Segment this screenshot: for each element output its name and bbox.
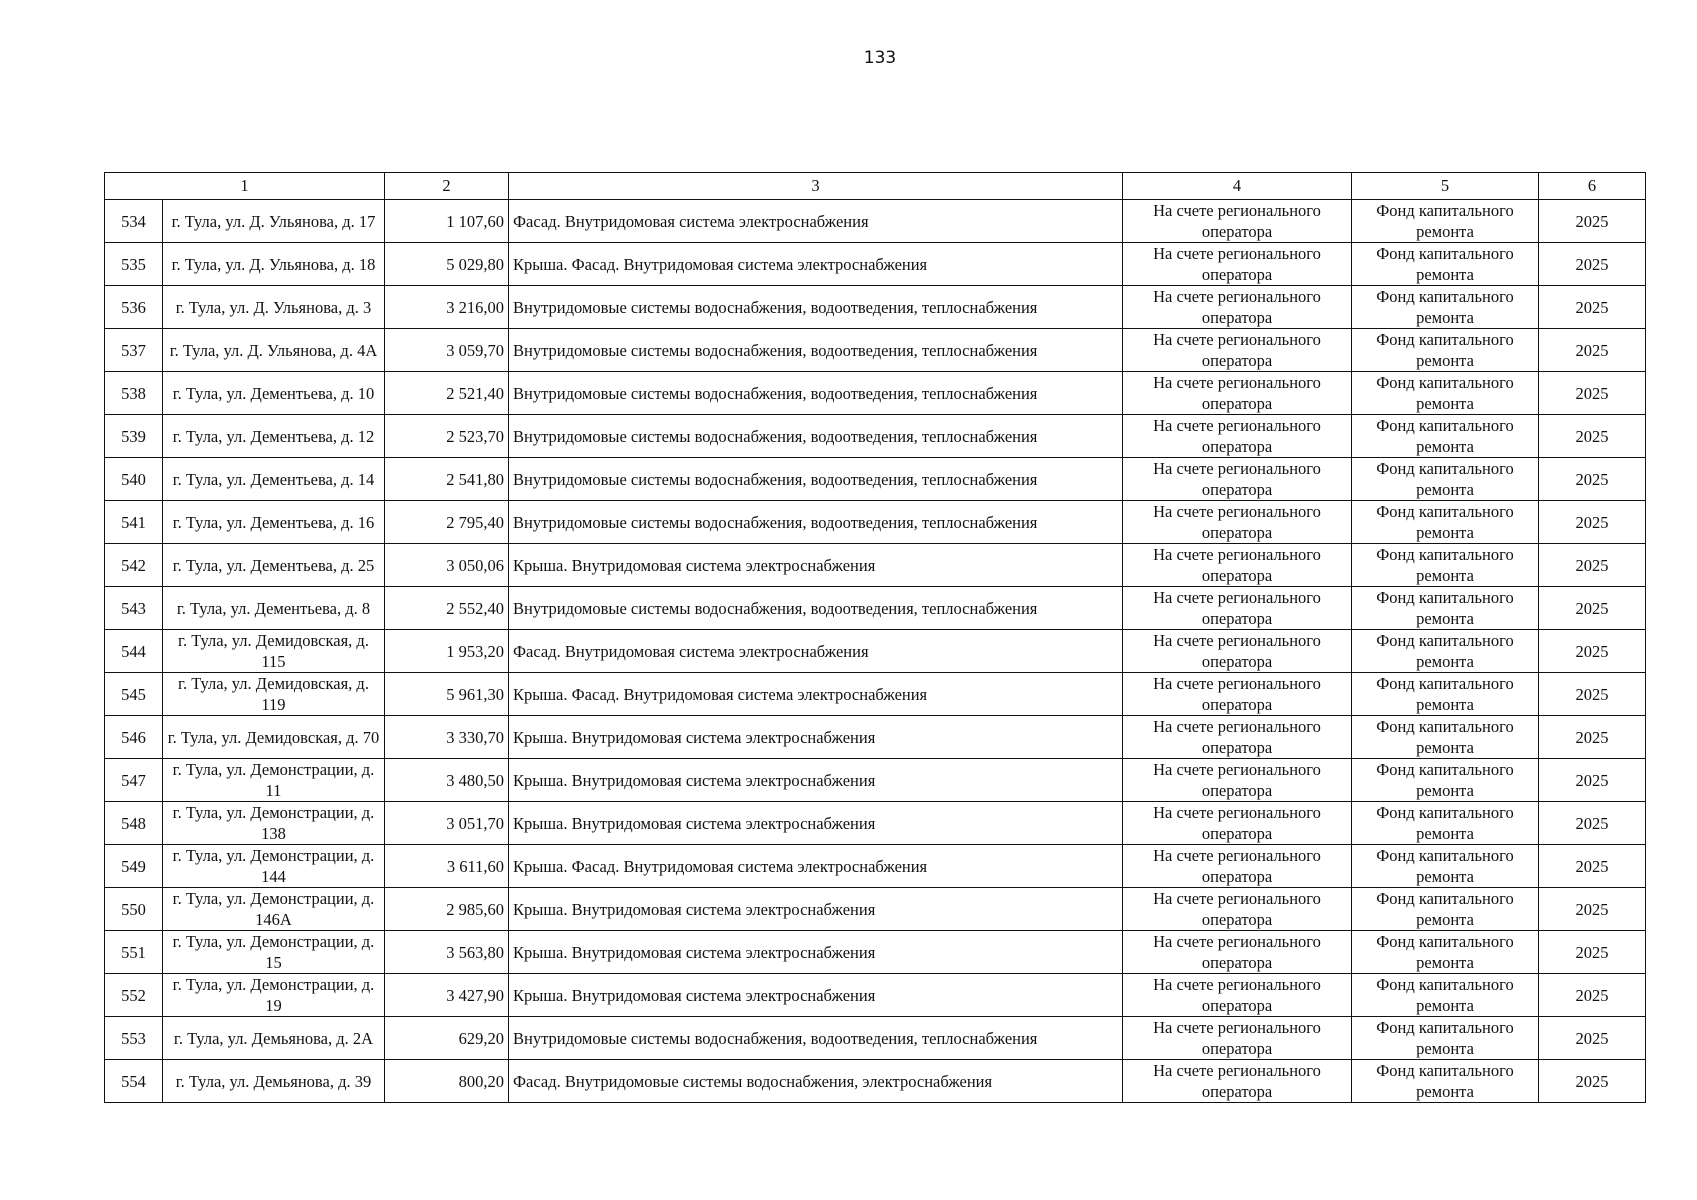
- row-number: 543: [105, 587, 163, 630]
- cost-cell: 2 523,70: [385, 415, 509, 458]
- year-cell: 2025: [1539, 286, 1646, 329]
- table-row: [105, 329, 1646, 372]
- funding-source-cell: Фонд капитального ремонта: [1352, 759, 1539, 802]
- address-cell: г. Тула, ул. Демьянова, д. 2А: [163, 1017, 385, 1060]
- funding-source-cell: Фонд капитального ремонта: [1352, 587, 1539, 630]
- account-cell: На счете регионального оператора: [1123, 587, 1352, 630]
- year-cell: 2025: [1539, 931, 1646, 974]
- address-cell: г. Тула, ул. Демонстрации, д. 138: [163, 802, 385, 845]
- row-number: 551: [105, 931, 163, 974]
- works-cell: Внутридомовые системы водоснабжения, водоотведения, теплоснабжения: [509, 587, 1123, 630]
- year-cell: 2025: [1539, 802, 1646, 845]
- column-header-1: 1: [105, 173, 385, 200]
- row-number: 553: [105, 1017, 163, 1060]
- year-cell: 2025: [1539, 544, 1646, 587]
- cost-cell: 2 795,40: [385, 501, 509, 544]
- capital-repair-table: [104, 172, 1646, 1103]
- address-cell: г. Тула, ул. Демонстрации, д. 11: [163, 759, 385, 802]
- cost-cell: 3 050,06: [385, 544, 509, 587]
- row-number: 539: [105, 415, 163, 458]
- address-cell: г. Тула, ул. Дементьева, д. 14: [163, 458, 385, 501]
- cost-cell: 3 059,70: [385, 329, 509, 372]
- cost-cell: 3 216,00: [385, 286, 509, 329]
- works-cell: Фасад. Внутридомовые системы водоснабжения, электроснабжения: [509, 1060, 1123, 1103]
- table-row: [105, 501, 1646, 544]
- address-cell: г. Тула, ул. Дементьева, д. 12: [163, 415, 385, 458]
- cost-cell: 3 330,70: [385, 716, 509, 759]
- works-cell: Крыша. Внутридомовая система электроснабжения: [509, 931, 1123, 974]
- works-cell: Внутридомовые системы водоснабжения, водоотведения, теплоснабжения: [509, 1017, 1123, 1060]
- account-cell: На счете регионального оператора: [1123, 974, 1352, 1017]
- table-row: [105, 888, 1646, 931]
- table-row: [105, 845, 1646, 888]
- year-cell: 2025: [1539, 587, 1646, 630]
- year-cell: 2025: [1539, 1060, 1646, 1103]
- funding-source-cell: Фонд капитального ремонта: [1352, 1017, 1539, 1060]
- account-cell: На счете регионального оператора: [1123, 1017, 1352, 1060]
- table-row: [105, 630, 1646, 673]
- funding-source-cell: Фонд капитального ремонта: [1352, 931, 1539, 974]
- account-cell: На счете регионального оператора: [1123, 458, 1352, 501]
- row-number: 541: [105, 501, 163, 544]
- works-cell: Крыша. Внутридомовая система электроснабжения: [509, 888, 1123, 931]
- funding-source-cell: Фонд капитального ремонта: [1352, 243, 1539, 286]
- year-cell: 2025: [1539, 716, 1646, 759]
- funding-source-cell: Фонд капитального ремонта: [1352, 501, 1539, 544]
- address-cell: г. Тула, ул. Демонстрации, д. 19: [163, 974, 385, 1017]
- funding-source-cell: Фонд капитального ремонта: [1352, 845, 1539, 888]
- address-cell: г. Тула, ул. Д. Ульянова, д. 4А: [163, 329, 385, 372]
- address-cell: г. Тула, ул. Дементьева, д. 16: [163, 501, 385, 544]
- funding-source-cell: Фонд капитального ремонта: [1352, 415, 1539, 458]
- row-number: 535: [105, 243, 163, 286]
- address-cell: г. Тула, ул. Демидовская, д. 119: [163, 673, 385, 716]
- year-cell: 2025: [1539, 1017, 1646, 1060]
- row-number: 546: [105, 716, 163, 759]
- table-row: [105, 931, 1646, 974]
- cost-cell: 2 552,40: [385, 587, 509, 630]
- cost-cell: 5 029,80: [385, 243, 509, 286]
- works-cell: Фасад. Внутридомовая система электроснабжения: [509, 200, 1123, 243]
- year-cell: 2025: [1539, 200, 1646, 243]
- works-cell: Крыша. Фасад. Внутридомовая система электроснабжения: [509, 243, 1123, 286]
- header-row: [105, 173, 1646, 200]
- funding-source-cell: Фонд капитального ремонта: [1352, 329, 1539, 372]
- column-header-4: 4: [1123, 173, 1352, 200]
- row-number: 544: [105, 630, 163, 673]
- row-number: 552: [105, 974, 163, 1017]
- funding-source-cell: Фонд капитального ремонта: [1352, 200, 1539, 243]
- funding-source-cell: Фонд капитального ремонта: [1352, 974, 1539, 1017]
- row-number: 545: [105, 673, 163, 716]
- table-row: [105, 673, 1646, 716]
- cost-cell: 2 985,60: [385, 888, 509, 931]
- address-cell: г. Тула, ул. Дементьева, д. 25: [163, 544, 385, 587]
- row-number: 536: [105, 286, 163, 329]
- funding-source-cell: Фонд капитального ремонта: [1352, 544, 1539, 587]
- address-cell: г. Тула, ул. Д. Ульянова, д. 17: [163, 200, 385, 243]
- cost-cell: 2 541,80: [385, 458, 509, 501]
- column-header-2: 2: [385, 173, 509, 200]
- account-cell: На счете регионального оператора: [1123, 931, 1352, 974]
- table-row: [105, 243, 1646, 286]
- address-cell: г. Тула, ул. Демидовская, д. 115: [163, 630, 385, 673]
- cost-cell: 3 051,70: [385, 802, 509, 845]
- year-cell: 2025: [1539, 501, 1646, 544]
- row-number: 548: [105, 802, 163, 845]
- cost-cell: 3 611,60: [385, 845, 509, 888]
- table-row: [105, 544, 1646, 587]
- address-cell: г. Тула, ул. Демьянова, д. 39: [163, 1060, 385, 1103]
- funding-source-cell: Фонд капитального ремонта: [1352, 630, 1539, 673]
- year-cell: 2025: [1539, 630, 1646, 673]
- table-row: [105, 458, 1646, 501]
- cost-cell: 629,20: [385, 1017, 509, 1060]
- row-number: 534: [105, 200, 163, 243]
- year-cell: 2025: [1539, 888, 1646, 931]
- table-row: [105, 1017, 1646, 1060]
- address-cell: г. Тула, ул. Дементьева, д. 8: [163, 587, 385, 630]
- table-row: [105, 802, 1646, 845]
- works-cell: Крыша. Фасад. Внутридомовая система электроснабжения: [509, 673, 1123, 716]
- works-cell: Внутридомовые системы водоснабжения, водоотведения, теплоснабжения: [509, 372, 1123, 415]
- works-cell: Внутридомовые системы водоснабжения, водоотведения, теплоснабжения: [509, 458, 1123, 501]
- account-cell: На счете регионального оператора: [1123, 501, 1352, 544]
- row-number: 554: [105, 1060, 163, 1103]
- year-cell: 2025: [1539, 673, 1646, 716]
- address-cell: г. Тула, ул. Дементьева, д. 10: [163, 372, 385, 415]
- table-row: [105, 587, 1646, 630]
- account-cell: На счете регионального оператора: [1123, 286, 1352, 329]
- year-cell: 2025: [1539, 415, 1646, 458]
- year-cell: 2025: [1539, 243, 1646, 286]
- works-cell: Внутридомовые системы водоснабжения, водоотведения, теплоснабжения: [509, 415, 1123, 458]
- address-cell: г. Тула, ул. Д. Ульянова, д. 18: [163, 243, 385, 286]
- account-cell: На счете регионального оператора: [1123, 802, 1352, 845]
- table-row: [105, 372, 1646, 415]
- funding-source-cell: Фонд капитального ремонта: [1352, 802, 1539, 845]
- table-row: [105, 415, 1646, 458]
- account-cell: На счете регионального оператора: [1123, 372, 1352, 415]
- funding-source-cell: Фонд капитального ремонта: [1352, 286, 1539, 329]
- account-cell: На счете регионального оператора: [1123, 673, 1352, 716]
- works-cell: Крыша. Внутридомовая система электроснабжения: [509, 759, 1123, 802]
- account-cell: На счете регионального оператора: [1123, 1060, 1352, 1103]
- table-row: [105, 200, 1646, 243]
- funding-source-cell: Фонд капитального ремонта: [1352, 888, 1539, 931]
- funding-source-cell: Фонд капитального ремонта: [1352, 716, 1539, 759]
- address-cell: г. Тула, ул. Демонстрации, д. 146А: [163, 888, 385, 931]
- works-cell: Внутридомовые системы водоснабжения, водоотведения, теплоснабжения: [509, 329, 1123, 372]
- account-cell: На счете регионального оператора: [1123, 888, 1352, 931]
- page-number: 133: [863, 48, 897, 68]
- cost-cell: 3 427,90: [385, 974, 509, 1017]
- works-cell: Внутридомовые системы водоснабжения, водоотведения, теплоснабжения: [509, 501, 1123, 544]
- row-number: 542: [105, 544, 163, 587]
- works-cell: Крыша. Внутридомовая система электроснабжения: [509, 802, 1123, 845]
- account-cell: На счете регионального оператора: [1123, 329, 1352, 372]
- table-row: [105, 286, 1646, 329]
- row-number: 547: [105, 759, 163, 802]
- account-cell: На счете регионального оператора: [1123, 415, 1352, 458]
- year-cell: 2025: [1539, 845, 1646, 888]
- row-number: 549: [105, 845, 163, 888]
- year-cell: 2025: [1539, 372, 1646, 415]
- table-row: [105, 716, 1646, 759]
- works-cell: Крыша. Внутридомовая система электроснабжения: [509, 974, 1123, 1017]
- works-cell: Крыша. Фасад. Внутридомовая система электроснабжения: [509, 845, 1123, 888]
- column-header-3: 3: [509, 173, 1123, 200]
- address-cell: г. Тула, ул. Демонстрации, д. 144: [163, 845, 385, 888]
- works-cell: Крыша. Внутридомовая система электроснабжения: [509, 544, 1123, 587]
- account-cell: На счете регионального оператора: [1123, 845, 1352, 888]
- funding-source-cell: Фонд капитального ремонта: [1352, 458, 1539, 501]
- account-cell: На счете регионального оператора: [1123, 716, 1352, 759]
- works-cell: Внутридомовые системы водоснабжения, водоотведения, теплоснабжения: [509, 286, 1123, 329]
- cost-cell: 3 480,50: [385, 759, 509, 802]
- funding-source-cell: Фонд капитального ремонта: [1352, 1060, 1539, 1103]
- address-cell: г. Тула, ул. Д. Ульянова, д. 3: [163, 286, 385, 329]
- cost-cell: 1 107,60: [385, 200, 509, 243]
- address-cell: г. Тула, ул. Демонстрации, д. 15: [163, 931, 385, 974]
- year-cell: 2025: [1539, 329, 1646, 372]
- row-number: 537: [105, 329, 163, 372]
- row-number: 550: [105, 888, 163, 931]
- cost-cell: 3 563,80: [385, 931, 509, 974]
- table-row: [105, 974, 1646, 1017]
- table-body: [105, 200, 1646, 1103]
- works-cell: Фасад. Внутридомовая система электроснабжения: [509, 630, 1123, 673]
- works-cell: Крыша. Внутридомовая система электроснабжения: [509, 716, 1123, 759]
- column-header-5: 5: [1352, 173, 1539, 200]
- funding-source-cell: Фонд капитального ремонта: [1352, 372, 1539, 415]
- cost-cell: 800,20: [385, 1060, 509, 1103]
- year-cell: 2025: [1539, 458, 1646, 501]
- account-cell: На счете регионального оператора: [1123, 200, 1352, 243]
- account-cell: На счете регионального оператора: [1123, 759, 1352, 802]
- column-header-6: 6: [1539, 173, 1646, 200]
- account-cell: На счете регионального оператора: [1123, 630, 1352, 673]
- funding-source-cell: Фонд капитального ремонта: [1352, 673, 1539, 716]
- account-cell: На счете регионального оператора: [1123, 544, 1352, 587]
- row-number: 540: [105, 458, 163, 501]
- cost-cell: 2 521,40: [385, 372, 509, 415]
- account-cell: На счете регионального оператора: [1123, 243, 1352, 286]
- row-number: 538: [105, 372, 163, 415]
- table-row: [105, 759, 1646, 802]
- table-row: [105, 1060, 1646, 1103]
- address-cell: г. Тула, ул. Демидовская, д. 70: [163, 716, 385, 759]
- cost-cell: 5 961,30: [385, 673, 509, 716]
- year-cell: 2025: [1539, 974, 1646, 1017]
- year-cell: 2025: [1539, 759, 1646, 802]
- cost-cell: 1 953,20: [385, 630, 509, 673]
